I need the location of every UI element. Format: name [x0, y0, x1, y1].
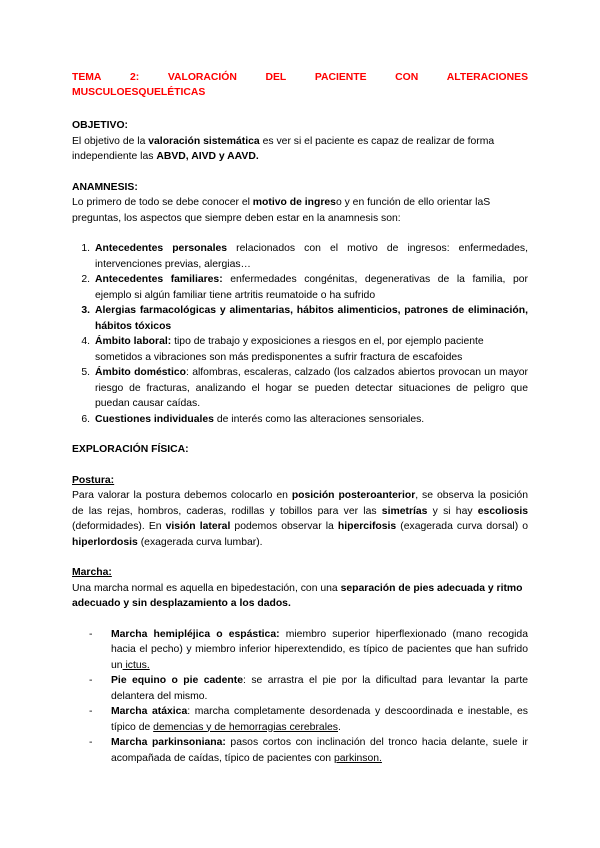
marcha-paragraph: Una marcha normal es aquella en bipedestación, con una separación de pies adecuada y ritmo adecuado y sin desplazamiento a los dados.: [72, 582, 523, 609]
title-word: TEMA: [72, 72, 102, 83]
list-item: - Pie equino o pie cadente: se arrastra el pie por la dificultad para levantar la parte delantera del mismo.: [89, 675, 528, 702]
title-word: ALTERACIONES: [446, 72, 528, 83]
title-word: VALORACIÓN: [167, 72, 237, 83]
objetivo-paragraph: El objetivo de la valoración sistemática es ver si el paciente es capaz de realizar de forma independiente las ABVD, AIVD y AAVD.: [72, 135, 495, 162]
marcha-heading: Marcha:: [72, 567, 112, 578]
list-item: - Marcha atáxica: marcha completamente desordenada y descoordinada e inestable, es típico de demencias y de hemorragias cerebrales.: [89, 706, 528, 733]
list-item: 5. Ámbito doméstico: alfombras, escaleras, calzado (los calzados abiertos provocan un mayor riesgo de fracturas, analizando el hogar se pueden detectar situaciones de peligro que puedan causar caídas.: [81, 367, 528, 409]
anamnesis-list: [72, 241, 528, 427]
list-item: 6. Cuestiones individuales de interés como las alteraciones sensoriales.: [81, 413, 425, 425]
objetivo-heading: OBJETIVO:: [72, 120, 129, 131]
document-title: [72, 70, 528, 100]
list-item: 1. Antecedentes personales relacionados con el motivo de ingresos: enfermedades, intervenciones previas, alergias…: [81, 243, 528, 270]
title-word: 2:: [130, 72, 140, 83]
marcha-list: [72, 627, 528, 767]
title-word: PACIENTE: [314, 72, 367, 83]
list-item: - Marcha hemipléjica o espástica: miembro superior hiperflexionado (mano recogida hacia el pecho) y miembro inferior hiperextendido, es típico de pacientes que han sufrido un ictus.: [89, 628, 528, 671]
title-line-1: [72, 70, 528, 85]
title-word: DEL: [265, 72, 287, 83]
title-line-2: MUSCULOESQUELÉTICAS: [72, 87, 206, 98]
postura-paragraph: Para valorar la postura debemos colocarlo en posición posteroanterior, se observa la posición de las rejas, hombros, caderas, rodillas y tobillos para ver las simetrías y si hay escoliosis (deformidades). En visión lateral podemos observar la hipercifosis (exagerada curva dorsal) o hiperlordosis (exagerada curva lumbar).: [72, 490, 529, 548]
anamnesis-paragraph: Lo primero de todo se debe conocer el motivo de ingreso y en función de ello orientar laS preguntas, los aspectos que siempre deben estar en la anamnesis son:: [72, 197, 491, 224]
list-item: 3. Alergias farmacológicas y alimentarias, hábitos alimenticios, patrones de eliminación, hábitos tóxicos: [81, 305, 528, 332]
document-page: [72, 70, 528, 766]
exploracion-heading: EXPLORACIÓN FÍSICA:: [72, 444, 189, 455]
anamnesis-heading: ANAMNESIS:: [72, 181, 138, 193]
list-item: - Marcha parkinsoniana: pasos cortos con inclinación del tronco hacia delante, suele ir acompañada de caídas, típico de pacientes con parkinson.: [89, 737, 528, 764]
list-item: 2. Antecedentes familiares: enfermedades congénitas, degenerativas de la familia, por ejemplo si algún familiar tiene artritis reumatoide o ha sufrido: [81, 274, 528, 301]
title-word: CON: [395, 72, 419, 83]
list-item: 4. Ámbito laboral: tipo de trabajo y exposiciones a riesgos en el, por ejemplo paciente sometidos a vibraciones son más predisponentes a sufrir fractura de escafoides: [81, 336, 484, 363]
postura-heading: Postura:: [72, 474, 115, 486]
